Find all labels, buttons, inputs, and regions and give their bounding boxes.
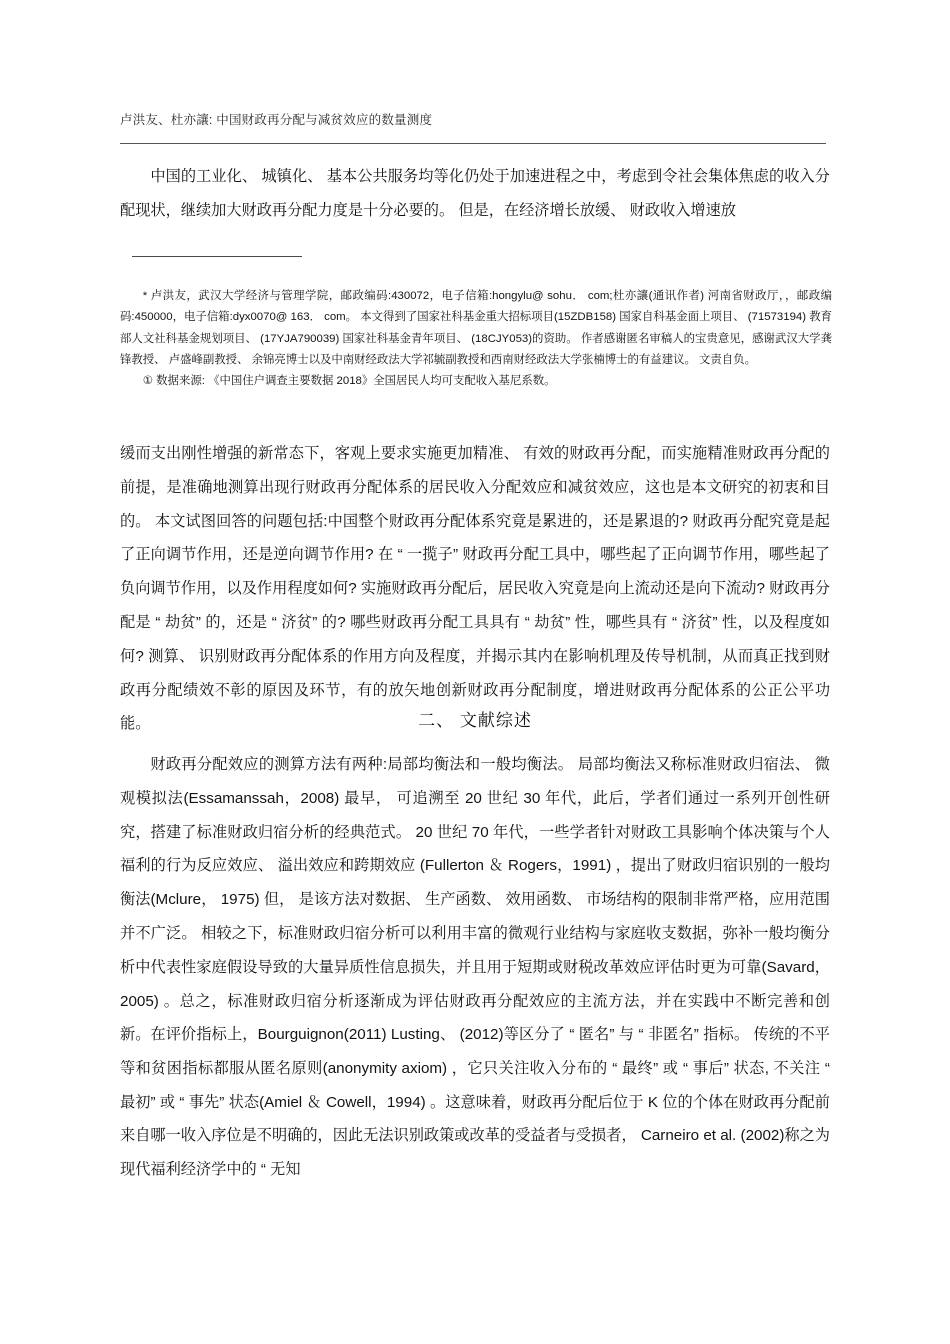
opening-paragraph: 中国的工业化、 城镇化、 基本公共服务均等化仍处于加速进程之中，考虑到令社会集体焦虑的收入分配现状，继续加大财政再分配力度是十分必要的。 但是，在经济增长放缓、 财政收入增速放 [120, 168, 830, 219]
running-header: 卢洪友、杜亦讓: 中国财政再分配与减贫效应的数量测度 [120, 113, 433, 127]
footnote-block [120, 286, 832, 392]
footnote-separator-rule [132, 256, 302, 257]
section-heading-literature-review: 二、 文献综述 [418, 711, 532, 730]
literature-paragraph-1: 财政再分配效应的测算方法有两种:局部均衡法和一般均衡法。 局部均衡法又称标准财政归宿法、 微观模拟法(Essamanssah，2008) 最早， 可追溯至 20 世纪 30 年代，此后，学者们通过一系列开创性研究，搭建了标准财政归宿分析的经典范式。 20 世纪 70 年代，一些学者针对财政工具影响个体决策与个人福利的行为反应效应、 溢出效应和跨期效应 (Fullerton ＆ Rogers，1991) ，提出了财政归宿识别的一般均衡法(Mclure， 1975) 但， 是该方法对数据、 生产函数、 效用函数、 市场结构的限制非常严格，应用范围并不广泛。 相较之下，标准财政归宿分析可以利用丰富的微观行业结构与家庭收支数据，弥补一般均衡分析中代表性家庭假设导致的大量异质性信息损失，并且用于短期或财税改革效应评估时更为可靠(Savard，2005) 。总之，标准财政归宿分析逐渐成为评估财政再分配效应的主流方法，并在实践中不断完善和创新。 [120, 756, 830, 1044]
footnote-data-source-note: ① 数据来源: 《中国住户调查主要数据 2018》全国居民人均可支配收入基尼系数。 [142, 375, 556, 388]
continuation-paragraph: 缓而支出刚性增强的新常态下，客观上要求实施更加精准、 有效的财政再分配，而实施精准财政再分配的前提，是准确地测算出现行财政再分配体系的居民收入分配效应和减贫效应，这也是本文研究的初衷和目的。 本文试图回答的问题包括:中国整个财政再分配体系究竟是累进的，还是累退的? 财政再分配究竟是起了正向调节作用，还是逆向调节作用? 在 “ 一揽子” 财政再分配工具中，哪些起了正向调节作用，哪些起了负向调节作用，以及作用程度如何? 实施财政再分配后，居民收入究竟是向上流动还是向下流动? 财政再分配是 “ 劫贫” 的，还是 “ 济贫” 的? 哪些财政再分配工具具有 “ 劫贫” 性，哪些具有 “ 济贫” 性，以及程度如何? 测算、 识别财政再分配体系的作用方向及程度，并揭示其内在影响机理及传导机制，从而真正找到财政再分配绩效不彰的原因及环节，有的放矢地创新财政再分配制度，增进财政再分配体系的公正公平功能。 [120, 445, 830, 733]
literature-paragraph-2: 在评价指标上，Bourguignon(2011) Lusting、 (2012)等区分了 “ 匿名” 与 “ 非匿名” 指标。 传统的不平等和贫困指标都服从匿名原则(anonymity axiom) ，它只关注收入分布的 “ 最终” 或 “ 事后” 状态, 不关注 “ 最初” 或 “ 事先” 状态(Amiel ＆ Cowell，1994) 。这意味着，财政再分配后位于 K 位的个体在财政再分配前来自哪一收入序位是不明确的，因此无法识别政策或改革的受益者与受损者， Carneiro et al. (2002)称之为现代福利经济学中的 “ 无知 [120, 1026, 830, 1179]
header-divider-rule [120, 143, 826, 144]
footnote-author-note: * 卢洪友，武汉大学经济与管理学院，邮政编码:430072，电子信箱:hongylu@ sohu． com;杜亦讓(通讯作者) 河南省财政厅，，邮政编码:450000，电子信箱:dyx0070@ 163． com。 本文得到了国家社科基金重大招标项目(15ZDB158) 国家自科基金面上项目、 (71573194) 教育部人文社科基金规划项目、 (17YJA790039) 国家社科基金青年项目、 (18CJY053)的资助。 作者感谢匿名审稿人的宝贵意见，感谢武汉大学龚锋教授、 卢盛峰副教授、 余锦亮博士以及中南财经政法大学祁毓副教授和西南财经政法大学张楠博士的有益建议。 文责自负。 [120, 290, 832, 366]
